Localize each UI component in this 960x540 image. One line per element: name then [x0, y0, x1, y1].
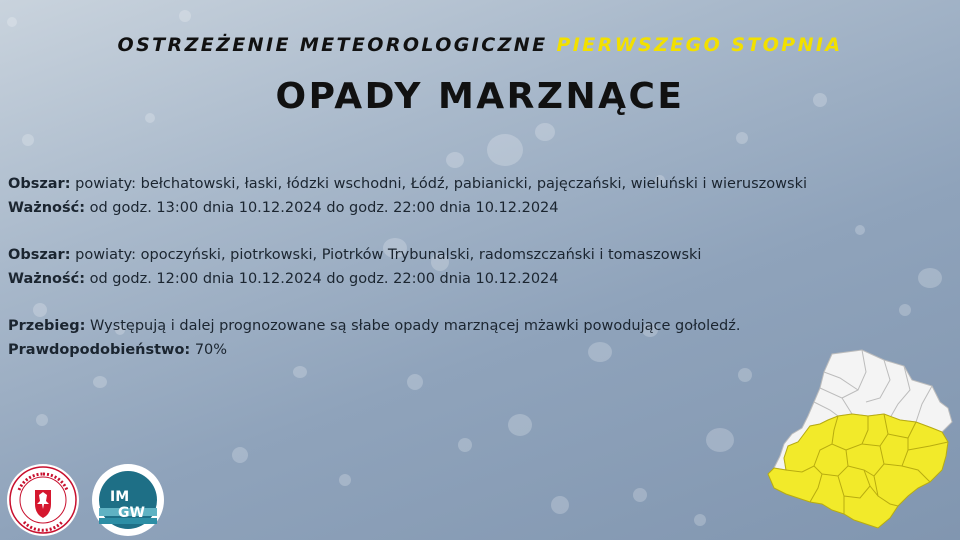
page-title: OPADY MARZNĄCE [275, 76, 685, 117]
area-row-2 [8, 243, 948, 267]
course-text: Występują i dalej prognozowane są słabe opady marznącej mżawki powodujące gołoledź. [85, 318, 741, 334]
course-label: Przebieg: [8, 318, 86, 334]
probability-label: Prawdopodobieństwo: [8, 342, 191, 358]
imgw-logo [92, 464, 164, 536]
warning-details [8, 172, 948, 362]
urzad-wojewodzki-seal-logo [7, 464, 79, 536]
heading-prefix: OSTRZEŻENIE METEOROLOGICZNE [117, 34, 548, 56]
area-text: powiaty: bełchatowski, łaski, łódzki wschodni, Łódź, pabianicki, pajęczański, wieluński i wieruszowski [70, 176, 807, 192]
area-text: powiaty: opoczyński, piotrkowski, Piotrków Trybunalski, radomszczański i tomaszowski [70, 247, 702, 263]
logos [6, 462, 166, 538]
svg-text:IM: IM [110, 489, 130, 505]
area-label: Obszar: [8, 176, 71, 192]
validity-text: od godz. 12:00 dnia 10.12.2024 do godz. 22:00 dnia 10.12.2024 [85, 271, 559, 287]
warning-counties-region [768, 414, 948, 528]
probability-value: 70% [190, 342, 228, 358]
area-row-1 [8, 172, 948, 196]
warning-level-highlight: PIERWSZEGO STOPNIA [556, 34, 843, 56]
validity-row-2 [8, 267, 948, 291]
area-label: Obszar: [8, 247, 71, 263]
validity-label: Ważność: [8, 200, 86, 216]
course-row [8, 314, 948, 338]
validity-label: Ważność: [8, 271, 86, 287]
warning-level-heading [0, 34, 960, 56]
svg-text:GW: GW [118, 505, 145, 521]
validity-row-1 [8, 196, 948, 220]
voivodeship-warning-map [762, 346, 958, 532]
validity-text: od godz. 13:00 dnia 10.12.2024 do godz. 22:00 dnia 10.12.2024 [85, 200, 559, 216]
